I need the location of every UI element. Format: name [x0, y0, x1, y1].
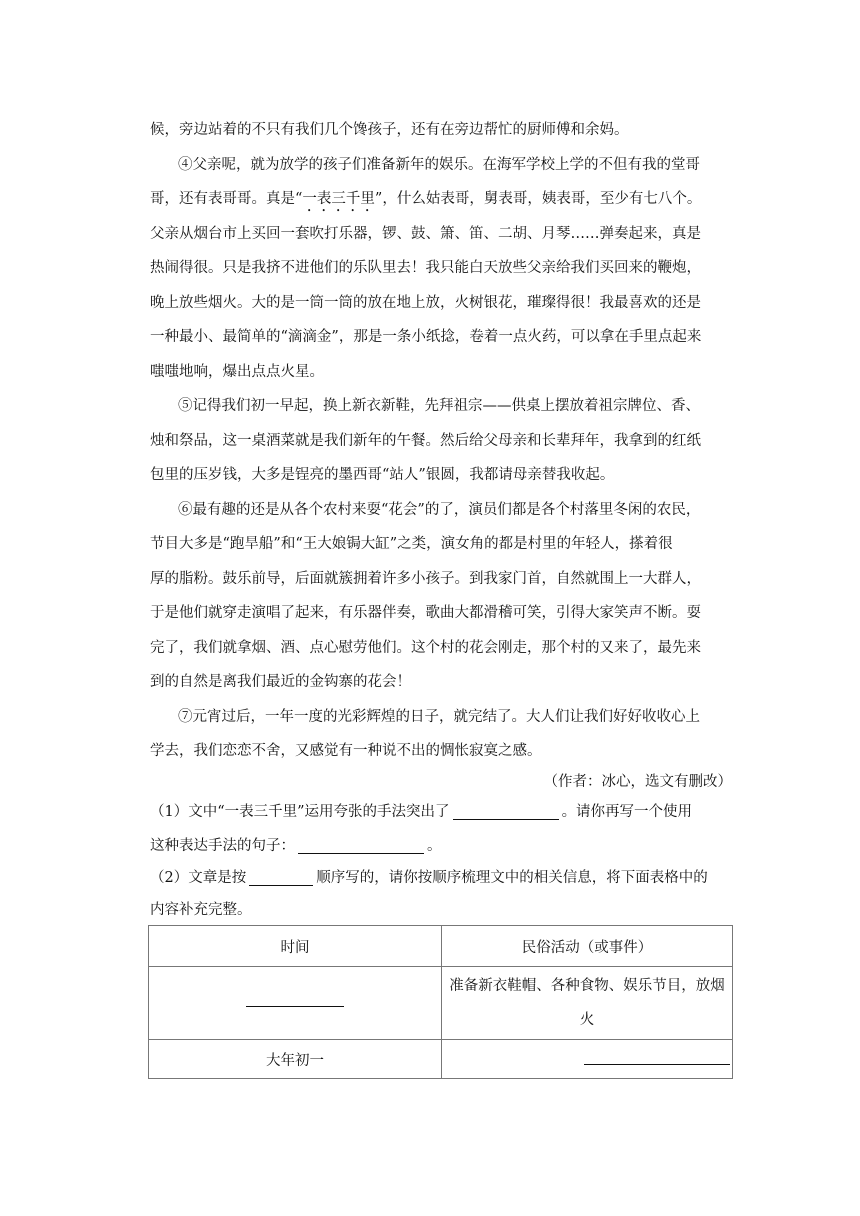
answer-blank[interactable]	[246, 990, 344, 1007]
question-2-line: （2）文章是按 顺序写的，请你按顺序梳理文中的相关信息，将下面表格中的	[150, 870, 708, 886]
paragraph-4-line: 晚上放些烟火。大的是一筒一筒的放在地上放，火树银花，璀璨得很！我最喜欢的还是	[150, 295, 701, 311]
paragraph-7-line: ⑦元宵过后，一年一度的光彩辉煌的日子，就完结了。大人们让我们好好收收心上	[178, 709, 700, 725]
activity-cell: 准备新衣鞋帽、各种食物、娱乐节目，放烟火	[442, 967, 733, 1040]
paragraph-4-line: 哥，还有表哥哥。真是“一表三千里”，什么姑表哥，舅表哥，姨表哥，至少有七八个。	[150, 191, 702, 207]
paragraph-5-line: ⑤记得我们初一早起，换上新衣新鞋，先拜祖宗——供桌上摆放着祖宗牌位、香、	[178, 398, 700, 414]
paragraph-6-line: 节目大多是“跑旱船”和“王大娘锔大缸”之类，演女角的都是村里的年轻人，搽着很	[150, 536, 673, 552]
author-credit: （作者：冰心，选文有删改）	[543, 774, 732, 790]
paragraph-6-line: 完了，我们就拿烟、酒、点心慰劳他们。这个村的花会刚走，那个村的又来了，最先来	[150, 640, 701, 656]
time-cell	[149, 967, 442, 1040]
time-cell: 大年初一	[149, 1040, 442, 1079]
paragraph-4-line: 嗤嗤地响，爆出点点火星。	[150, 364, 324, 380]
paragraph-4-line: 热闹得很。只是我挤不进他们的乐队里去！我只能白天放些父亲给我们买回来的鞭炮，	[150, 260, 701, 276]
table-row	[149, 1040, 733, 1079]
table-row	[149, 967, 733, 1040]
paragraph-6-line: 于是他们就穿走演唱了起来，有乐器伴奏，歌曲大都滑稽可笑，引得大家笑声不断。耍	[150, 605, 701, 621]
paragraph-6-line: ⑥最有趣的还是从各个农村来耍“花会”的了，演员们都是各个村落里冬闲的农民，	[178, 502, 701, 518]
emphasized-phrase: 一表三千里	[302, 191, 375, 207]
paragraph-7-line: 学去，我们恋恋不舍，又感觉有一种说不出的惆怅寂寞之感。	[150, 743, 542, 759]
answer-blank[interactable]	[584, 1050, 730, 1065]
paragraph-6-line: 到的自然是离我们最近的金钩寨的花会！	[150, 674, 411, 690]
header-time: 时间	[149, 926, 442, 967]
answer-table	[148, 925, 733, 1079]
answer-blank[interactable]	[453, 805, 559, 820]
table-header-row	[149, 926, 733, 967]
paragraph-4-line: 父亲从烟台市上买回一套吹打乐器，锣、鼓、箫、笛、二胡、月琴……弹奏起来，真是	[150, 226, 701, 242]
question-1-line: （1）文中“一表三千里”运用夸张的手法突出了 。请你再写一个使用	[150, 804, 693, 820]
paragraph-6-line: 厚的脂粉。鼓乐前导，后面就簇拥着许多小孩子。到我家门首，自然就围上一大群人，	[150, 571, 701, 587]
header-activity: 民俗活动（或事件）	[442, 926, 733, 967]
question-2-line: 内容补充完整。	[150, 902, 252, 918]
question-1-line: 这种表达手法的句子： 。	[150, 838, 442, 854]
paragraph-5-line: 包里的压岁钱，大多是锃亮的墨西哥“站人”银圆，我都请母亲替我收起。	[150, 467, 615, 483]
answer-blank[interactable]	[298, 839, 424, 854]
activity-cell	[442, 1040, 733, 1079]
answer-blank[interactable]	[249, 871, 313, 886]
passage-line: 候，旁边站着的不只有我们几个馋孩子，还有在旁边帮忙的厨师傅和余妈。	[150, 122, 629, 138]
paragraph-5-line: 烛和祭品，这一桌酒菜就是我们新年的午餐。然后给父母亲和长辈拜年，我拿到的红纸	[150, 433, 701, 449]
paragraph-4-line: ④父亲呢，就为放学的孩子们准备新年的娱乐。在海军学校上学的不但有我的堂哥	[178, 157, 700, 173]
paragraph-4-line: 一种最小、最简单的“滴滴金”，那是一条小纸捻，卷着一点火药，可以拿在手里点起来	[150, 329, 702, 345]
